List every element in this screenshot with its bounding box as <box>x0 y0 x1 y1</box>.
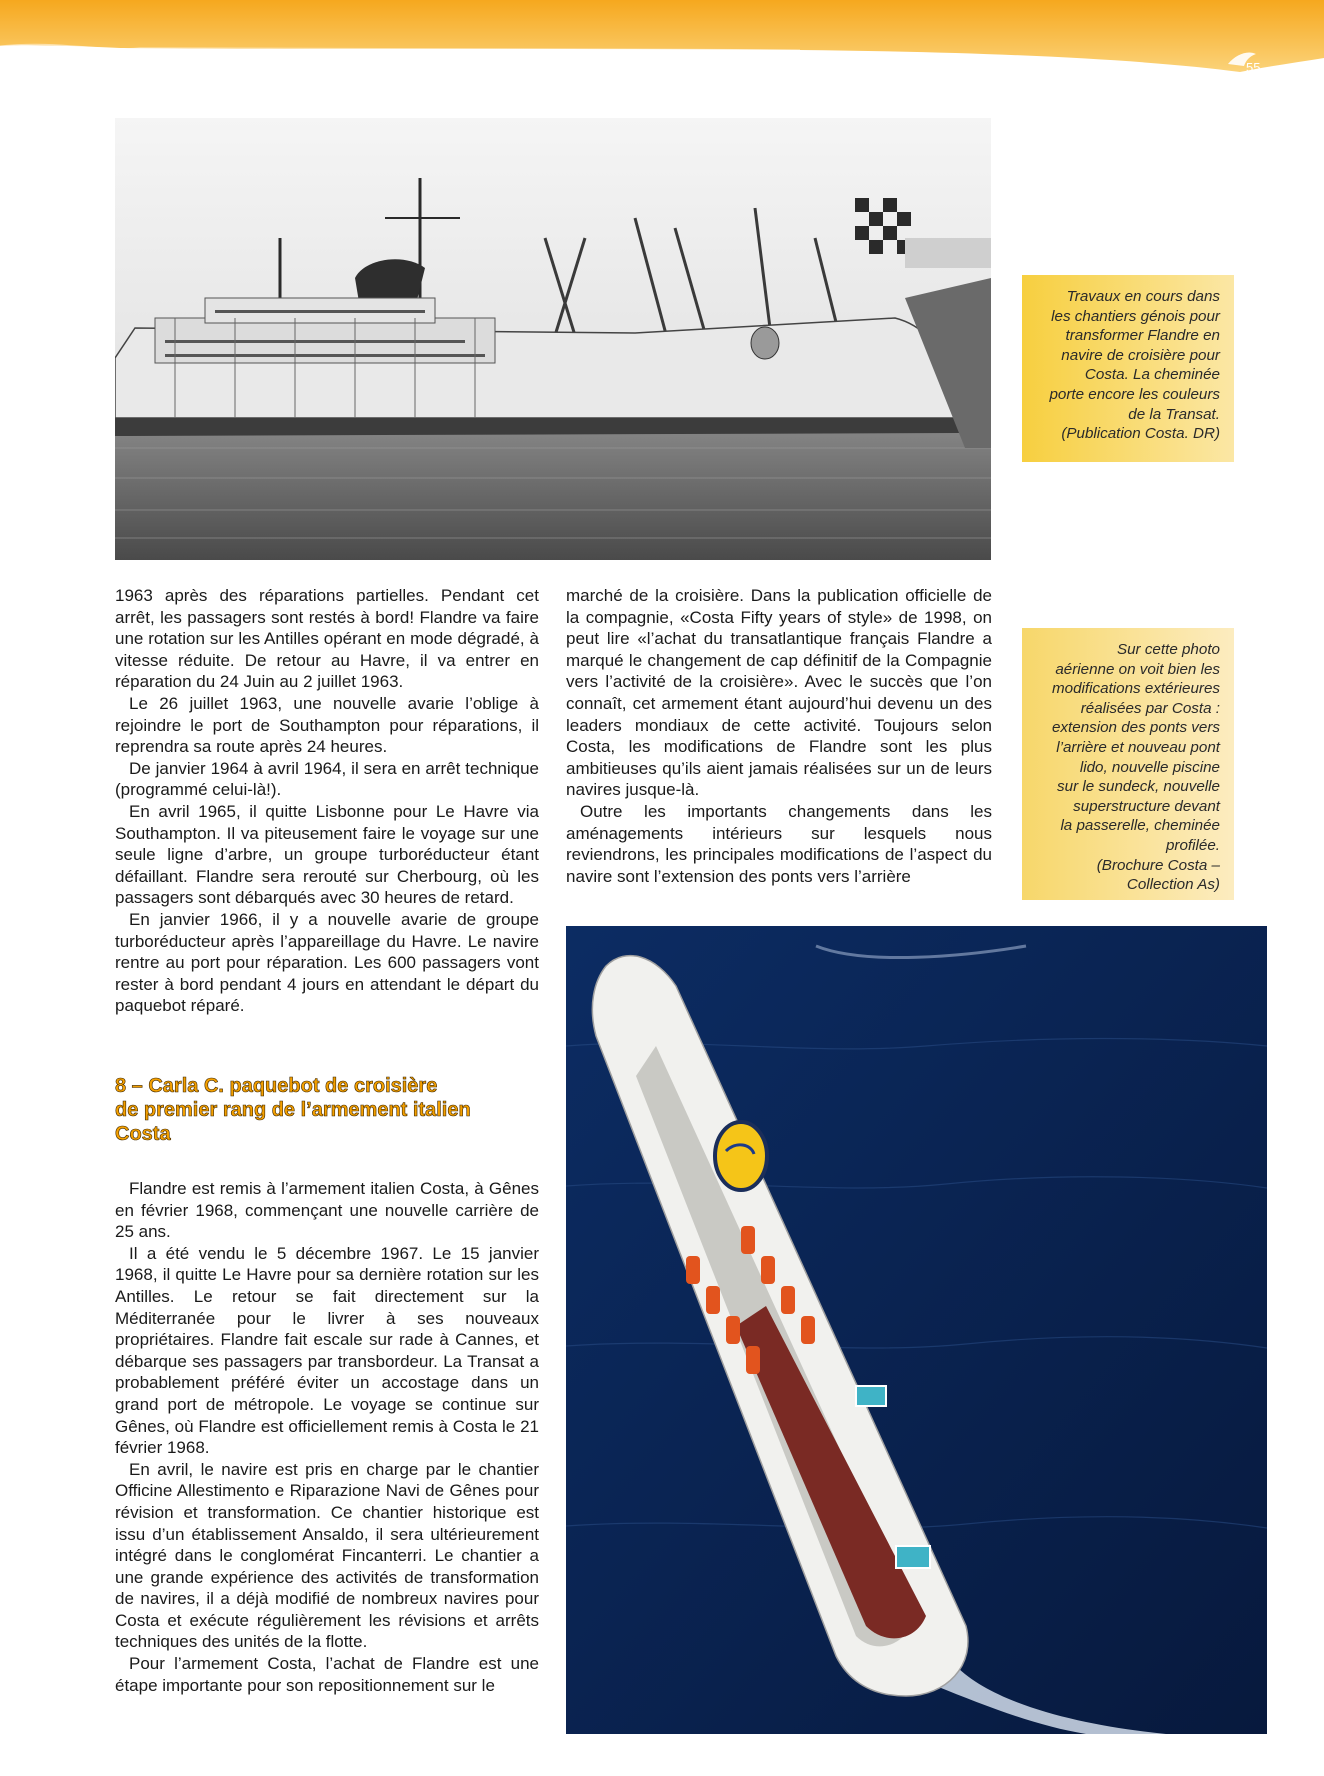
caption-line: extension des ponts vers <box>1051 719 1220 737</box>
caption-line: profilée. <box>1165 836 1220 854</box>
caption-line: Sur cette photo <box>1116 641 1220 658</box>
paragraph: En avril 1965, il quitte Lisbonne pour Le Havre via Southampton. Il va piteusement faire le voyage sur une seule ligne d’arbre, un groupe turboréducteur étant défaillant. Flandre sera rerouté sur Cherbourg, où les passagers sont débarqués avec 30 heures de retard. <box>115 801 539 908</box>
paragraph: De janvier 1964 à avril 1964, il sera en arrêt technique (programmé celui-là!). <box>115 758 539 800</box>
paragraph: marché de la croisière. Dans la publication officielle de la compagnie, «Costa Fifty years of style» de 1998, on peut lire «l’achat du transatlantique français Flandre a marqué le changement de cap définitif de la Compagnie vers l’activité de la croisière». Avec le succès que l’on connaît, cet armement étant aujourd’hui devenu un des leaders mondiaux de cette activité. Toujours selon Costa, les modifications de Flandre sont les plus ambitieuses qu’ils aient jamais réalisées sur un de leurs navires jusque-là. <box>566 586 992 800</box>
caption-line: (Publication Costa. DR) <box>1061 425 1220 443</box>
caption-line: porte encore les couleurs <box>1049 385 1220 403</box>
caption-line: les chantiers génois pour <box>1051 307 1220 325</box>
text-column-right-top <box>566 585 992 887</box>
text-column-left-top <box>115 585 539 1017</box>
caption-line: de la Transat. <box>1128 405 1220 423</box>
ship-in-shipyard-photo <box>115 118 991 560</box>
caption-line: Travaux en cours dans <box>1066 288 1220 305</box>
caption-line: réalisées par Costa : <box>1080 699 1220 717</box>
paragraph: Outre les importants changements dans les aménagements intérieurs sur lesquels nous reviendrons, les principales modifications de l’aspect du navire sont l’extension des ponts vers l’arrière <box>566 801 992 886</box>
caption-line: l’arrière et nouveau pont <box>1056 738 1220 756</box>
caption-line: Collection As) <box>1126 876 1220 894</box>
paragraph: Flandre est remis à l’armement italien Costa, à Gênes en février 1968, commençant une nouvelle carrière de 25 ans. <box>115 1179 539 1242</box>
heading-line: de premier rang de l’armement italien <box>115 1099 471 1121</box>
paragraph: Il a été vendu le 5 décembre 1967. Le 15 janvier 1968, il quitte Le Havre pour sa dernière rotation sur les Antilles. Le retour se fait directement sur la Méditerranée pour le livrer à ses nouveaux propriétaires. Flandre fait escale sur rade à Cannes, et débarque ses passagers par transbordeur. La Transat a probablement préféré éviter un accostage dans un grand port de métropole. Le voyage se continue sur Gênes, où Flandre est officiellement remis à Costa le 21 février 1968. <box>115 1243 539 1458</box>
caption-line: superstructure devant <box>1073 797 1220 815</box>
caption-line: modifications extérieures <box>1052 680 1220 698</box>
photo-caption-aerial <box>1022 628 1234 900</box>
paragraph: Pour l’armement Costa, l’achat de Flandre est une étape importante pour son repositionnement sur le <box>115 1654 539 1695</box>
caption-line: lido, nouvelle piscine <box>1079 758 1220 776</box>
heading-line: 8 – Carla C. paquebot de croisière <box>115 1075 438 1097</box>
page-number: 55 <box>1246 60 1261 75</box>
photo-caption-top <box>1022 275 1234 462</box>
heading-line: Costa <box>115 1123 171 1145</box>
caption-line: Costa. La cheminée <box>1084 366 1220 384</box>
paragraph: En janvier 1966, il y a nouvelle avarie de groupe turboréducteur après l’appareillage du Havre. Le navire rentre au port pour réparation. Les 600 passagers vont rester à bord pendant 4 jours en attendant le départ du paquebot réparé. <box>115 909 539 1016</box>
caption-line: transformer Flandre en <box>1065 327 1220 345</box>
paragraph: En avril, le navire est pris en charge par le chantier Officine Allestimento e Riparazione Navi de Gênes pour révision et transformation. Ce chantier historique est issu d’un établissement Ansaldo, il sera ultérieurement intégré dans le conglomérat Fincanterri. Le chantier a une grande expérience des activités de transformation de navires, il a déjà modifié de nombreux navires pour Costa et exécute régulièrement les révisions et arrêts techniques des unités de la flotte. <box>115 1459 539 1652</box>
caption-line: aérienne on voit bien les <box>1055 660 1220 678</box>
aerial-ship-photo <box>566 926 1267 1734</box>
section-heading <box>115 1074 545 1146</box>
caption-line: (Brochure Costa – <box>1096 856 1220 874</box>
paragraph: Le 26 juillet 1963, une nouvelle avarie l’oblige à rejoindre le port de Southampton pour réparations, il reprendra sa route après 24 heures. <box>115 693 539 757</box>
caption-line: la passerelle, cheminée <box>1060 817 1220 835</box>
caption-line: navire de croisière pour <box>1061 346 1220 364</box>
caption-line: sur le sundeck, nouvelle <box>1057 778 1220 796</box>
paragraph: 1963 après des réparations partielles. Pendant cet arrêt, les passagers sont restés à bord! Flandre va faire une rotation sur les Antilles opérant en mode dégradé, à vitesse réduite. De retour au Havre, il va entrer en réparation du 24 Juin au 2 juillet 1963. <box>115 586 539 692</box>
top-wave-band <box>0 0 1324 80</box>
text-column-left-bottom <box>115 1178 539 1696</box>
